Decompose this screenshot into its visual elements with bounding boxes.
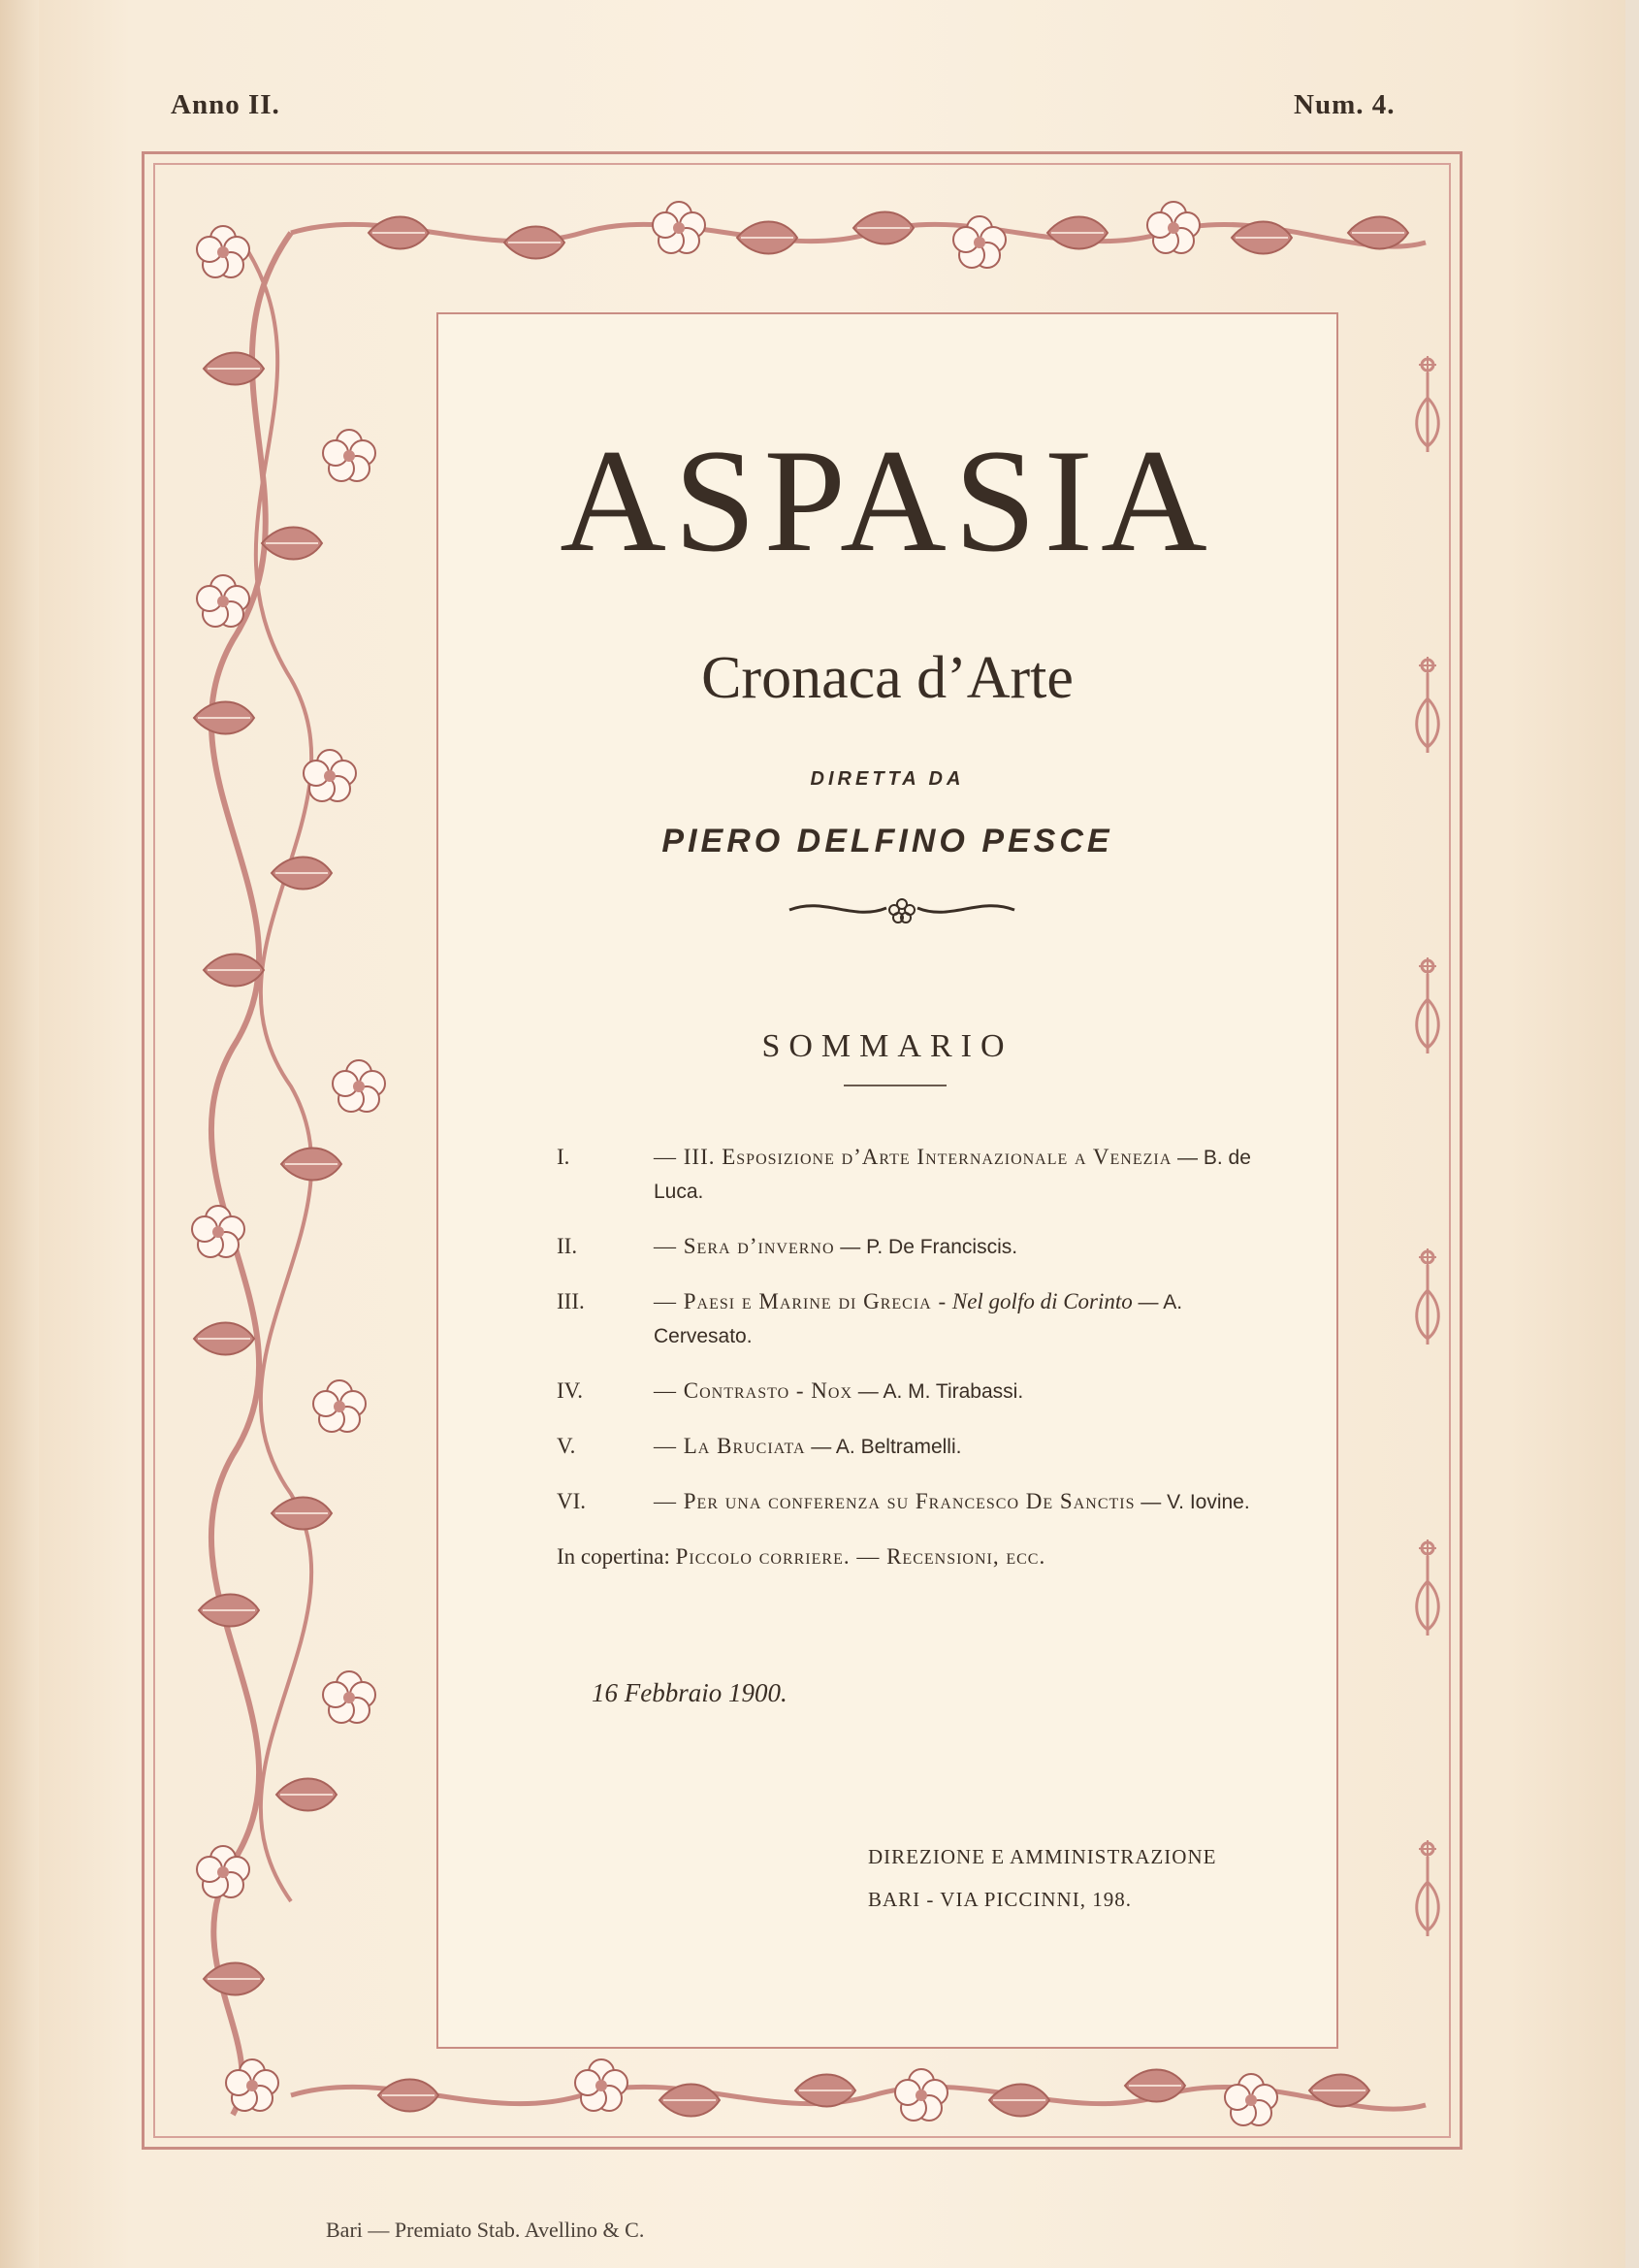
item-title: — Contrasto - Nox	[654, 1378, 853, 1403]
cover-note-text: Piccolo corriere. — Recensioni, ecc.	[675, 1544, 1046, 1569]
magazine-subtitle: Cronaca d’Arte	[701, 645, 1074, 711]
item-title: — La Bruciata	[654, 1434, 806, 1458]
magazine-title: ASPASIA	[560, 419, 1215, 582]
list-item	[557, 1375, 1255, 1409]
item-subtitle: Nel golfo di Corinto	[951, 1289, 1133, 1313]
item-numeral: IV.	[557, 1378, 584, 1403]
flourish-divider-icon	[786, 892, 1018, 925]
item-numeral: VI.	[557, 1489, 587, 1513]
item-title: — Paesi e Marine di Grecia -	[654, 1289, 948, 1313]
cover-note-label: In copertina:	[557, 1544, 670, 1569]
item-numeral: I.	[557, 1145, 570, 1169]
item-author: — A. Cervesato.	[654, 1291, 1183, 1347]
contents-heading: SOMMARIO	[761, 1028, 1013, 1064]
table-of-contents	[557, 1141, 1255, 1595]
item-numeral: II.	[557, 1234, 578, 1258]
item-author: — B. de Luca.	[654, 1147, 1251, 1203]
list-item	[557, 1285, 1255, 1353]
list-item	[557, 1485, 1255, 1519]
list-item	[557, 1430, 1255, 1464]
volume-label: Anno II.	[171, 89, 280, 120]
list-item	[557, 1230, 1255, 1264]
administration-line2: BARI - VIA PICCINNI, 198.	[868, 1888, 1132, 1911]
directed-by-label: DIRETTA DA	[810, 768, 965, 790]
cover-note	[557, 1540, 1255, 1573]
issue-date: 16 Febbraio 1900.	[592, 1678, 787, 1707]
item-title: — Per una conferenza su Francesco De Sanctis	[654, 1489, 1136, 1513]
administration-line1: DIREZIONE E AMMINISTRAZIONE	[868, 1845, 1217, 1868]
item-author: — A. Beltramelli.	[811, 1436, 962, 1458]
director-name: PIERO DELFINO PESCE	[661, 823, 1113, 859]
contents-rule	[844, 1085, 947, 1086]
item-title: — III. Esposizione d’Arte Internazionale a Venezia	[654, 1145, 1173, 1169]
item-numeral: V.	[557, 1434, 576, 1458]
item-author: — A. M. Tirabassi.	[857, 1380, 1024, 1403]
printer-imprint: Bari — Premiato Stab. Avellino & C.	[326, 2218, 645, 2242]
list-item	[557, 1141, 1255, 1209]
issue-number: Num. 4.	[1294, 89, 1396, 120]
item-numeral: III.	[557, 1289, 585, 1313]
item-author: — V. Iovine.	[1141, 1491, 1250, 1513]
item-title: — Sera d’inverno	[654, 1234, 835, 1258]
item-author: — P. De Franciscis.	[840, 1236, 1018, 1258]
